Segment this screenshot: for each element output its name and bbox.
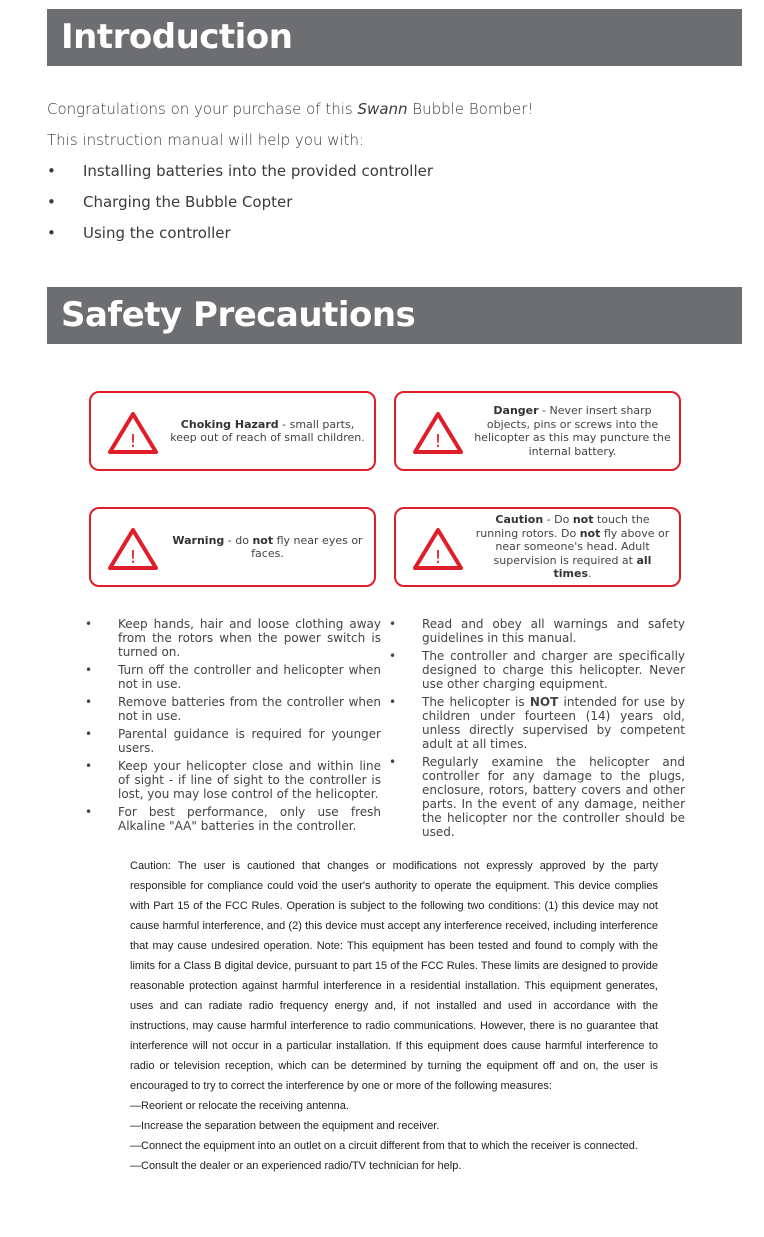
- warning-text: Warning - do not fly near eyes or faces.: [172, 533, 363, 560]
- choking-hazard-box: [89, 391, 376, 471]
- svg-text:!: !: [129, 431, 137, 452]
- warning-box: [89, 507, 376, 587]
- caution-text: Caution - Do not touch the running rotors. Do not fly above or near someone's head. Adult supervision is required at all times.: [475, 513, 670, 581]
- fcc-statement: [130, 856, 658, 1176]
- fcc-measure: —Connect the equipment into an outlet on a circuit different from that to which the receiver is connected.: [130, 1140, 638, 1152]
- safety-bullet: • Keep your helicopter close and within line of sight - if line of sight to the controller is lost, you may lose control of the helicopter.: [85, 759, 381, 801]
- safety-bullet: • Regularly examine the helicopter and controller for any damage to the plugs, enclosure, rotors, battery covers and other parts. In the event of any damage, neither the helicopter nor the controller should be used.: [389, 755, 685, 839]
- fcc-paragraph: Caution: The user is cautioned that changes or modifications not expressly approved by the party responsible for compliance could void the user's authority to operate the equipment. This device complies with Part 15 of the FCC Rules. Operation is subject to the following two conditions: (1) this device may not cause harmful interference, and (2) this device must accept any interference received, including interference that may cause undesired operation. Note: This equipment has been tested and found to comply with the limits for a Class B digital device, pursuant to part 15 of the FCC Rules. These limits are designed to provide reasonable protection against harmful interference in a residential installation. This equipment generates, uses and can radiate radio frequency energy and, if not installed and used in accordance with the instructions, may cause harmful interference to radio communications. However, there is no guarantee that interference will not occur in a particular installation. If this equipment does cause harmful interference to radio or television reception, which can be determined by turning the equipment off and on, the user is encouraged to try to correct the interference by one or more of the following measures:: [130, 860, 658, 1092]
- safety-bullet: • Parental guidance is required for younger users.: [85, 727, 381, 755]
- safety-bullet: • Remove batteries from the controller when not in use.: [85, 695, 381, 723]
- choking-hazard-text: Choking Hazard - small parts, keep out of reach of small children.: [170, 417, 365, 444]
- warning-triangle-icon: [412, 527, 464, 571]
- safety-bullet: • For best performance, only use fresh Alkaline "AA" batteries in the controller.: [85, 805, 381, 833]
- fcc-measure: —Increase the separation between the equipment and receiver.: [130, 1120, 440, 1132]
- intro-manual-line: This instruction manual will help you with:: [47, 131, 365, 149]
- intro-congratulations: Congratulations on your purchase of this Swann Bubble Bomber!: [47, 100, 534, 118]
- safety-bullet: • The helicopter is NOT intended for use by children under fourteen (14) years old, unless directly supervised by competent adult at all times.: [389, 695, 685, 751]
- caution-box: [394, 507, 681, 587]
- safety-left-column: [85, 617, 381, 837]
- fcc-measure: —Consult the dealer or an experienced radio/TV technician for help.: [130, 1160, 462, 1172]
- safety-bullet: • The controller and charger are specifically designed to charge this helicopter. Never use other charging equipment.: [389, 649, 685, 691]
- warning-triangle-icon: [107, 411, 159, 455]
- fcc-measure: —Reorient or relocate the receiving antenna.: [130, 1100, 349, 1112]
- safety-heading: Safety Precautions: [61, 295, 416, 335]
- svg-text:!: !: [434, 547, 442, 568]
- safety-bullet: • Keep hands, hair and loose clothing away from the rotors when the power switch is turned on.: [85, 617, 381, 659]
- safety-right-column: [389, 617, 685, 843]
- introduction-banner: [47, 9, 742, 66]
- safety-bullet: • Read and obey all warnings and safety guidelines in this manual.: [389, 617, 685, 645]
- warning-triangle-icon: [412, 411, 464, 455]
- introduction-heading: Introduction: [61, 17, 293, 57]
- svg-text:!: !: [129, 547, 137, 568]
- danger-box: [394, 391, 681, 471]
- warning-triangle-icon: [107, 527, 159, 571]
- safety-bullet: • Turn off the controller and helicopter when not in use.: [85, 663, 381, 691]
- safety-banner: [47, 287, 742, 344]
- danger-text: Danger - Never insert sharp objects, pins or screws into the helicopter as this may puncture the internal battery.: [474, 404, 671, 458]
- svg-text:!: !: [434, 431, 442, 452]
